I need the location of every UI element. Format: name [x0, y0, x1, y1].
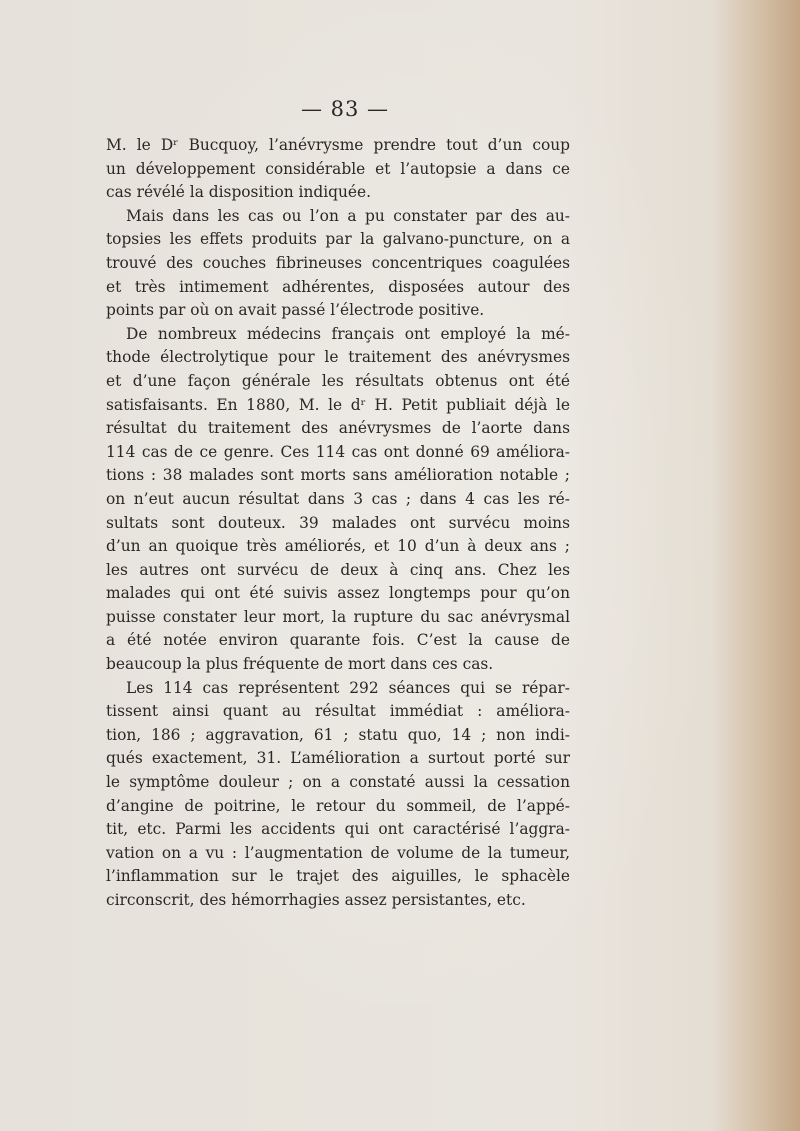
text-line: vation on a vu : l’augmentation de volume de la tumeur, [106, 843, 570, 862]
text-line: thode électrolytique pour le traitement des anévrysmes [106, 348, 570, 367]
text-line: Mais dans les cas ou l’on a pu constater par des au- [126, 206, 570, 225]
text-line: tion, 186 ; aggravation, 61 ; statu quo, 14 ; non indi- [106, 725, 570, 744]
text-line: De nombreux médecins français ont employé la mé- [126, 324, 570, 343]
text-line: satisfaisants. En 1880, M. le dʳ H. Petit publiait déjà le [106, 395, 570, 414]
body-text [106, 134, 570, 913]
text-line: beaucoup la plus fréquente de mort dans ces cas. [106, 655, 494, 674]
text-line: tions : 38 malades sont morts sans amélioration notable ; [106, 466, 570, 485]
text-line: puisse constater leur mort, la rupture du sac anévrysmal [106, 607, 570, 626]
page-edge-stain [710, 0, 800, 1131]
text-line: d’angine de poitrine, le retour du sommeil, de l’appé- [106, 796, 570, 815]
text-line: sultats sont douteux. 39 malades ont survécu moins [106, 513, 570, 532]
text-line: M. le Dʳ Bucquoy, l’anévrysme prendre tout d’un coup [106, 136, 570, 154]
text-line: on n’eut aucun résultat dans 3 cas ; dans 4 cas les ré- [106, 489, 570, 508]
text-line: d’un an quoique très améliorés, et 10 d’un à deux ans ; [106, 537, 570, 556]
text-line: points par où on avait passé l’électrode positive. [106, 301, 485, 320]
text-line: résultat du traitement des anévrysmes de l’aorte dans [106, 419, 570, 438]
text-line: les autres ont survécu de deux à cinq ans. Chez les [106, 560, 570, 579]
text-line: qués exactement, 31. L’amélioration a surtout porté sur [106, 749, 570, 768]
text-line: et très intimement adhérentes, disposées autour des [106, 277, 570, 296]
text-line: et d’une façon générale les résultats obtenus ont été [106, 371, 570, 390]
text-line: trouvé des couches fibrineuses concentriques coagulées [106, 253, 570, 272]
text-line: topsies les effets produits par la galvano-puncture, on a [106, 230, 570, 249]
text-line: l’inflammation sur le trajet des aiguilles, le sphacèle [106, 867, 570, 886]
text-line: a été notée environ quarante fois. C’est la cause de [106, 631, 570, 650]
text-line: 114 cas de ce genre. Ces 114 cas ont donné 69 améliora- [106, 442, 570, 461]
text-line: cas révélé la disposition indiquée. [106, 183, 372, 202]
text-line: un développement considérable et l’autopsie a dans ce [106, 159, 570, 178]
page-number: — 83 — [300, 97, 390, 121]
text-line: tissent ainsi quant au résultat immédiat : améliora- [106, 702, 570, 721]
text-line: malades qui ont été suivis assez longtemps pour qu’on [106, 584, 570, 603]
text-line: Les 114 cas représentent 292 séances qui se répar- [126, 678, 570, 697]
text-line: le symptôme douleur ; on a constaté aussi la cessation [106, 773, 570, 792]
text-line: circonscrit, des hémorrhagies assez persistantes, etc. [106, 891, 526, 909]
text-line: tit, etc. Parmi les accidents qui ont caractérisé l’aggra- [106, 820, 570, 839]
